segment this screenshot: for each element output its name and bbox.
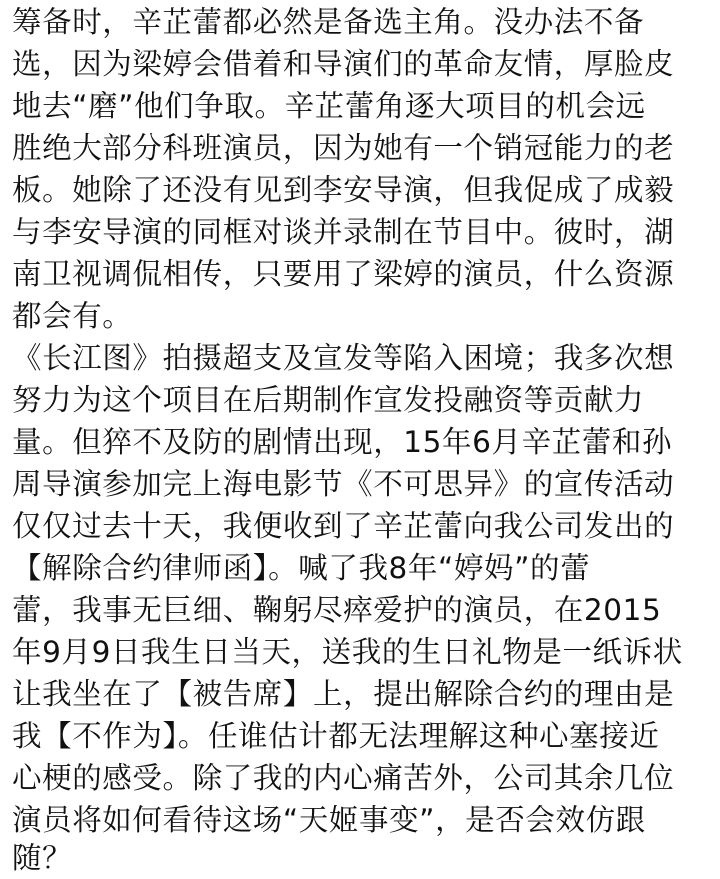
text-line: 年9月9日我生日当天，送我的生日礼物是一纸诉状 (12, 635, 683, 669)
text-line: 仅仅过去十天，我便收到了辛芷蕾向我公司发出的 (12, 509, 675, 543)
text-line: 蕾，我事无巨细、鞠躬尽瘁爱护的演员，在2015 (12, 593, 662, 627)
text-line: 心梗的感受。除了我的内心痛苦外，公司其余几位 (12, 761, 675, 795)
text-line: 演员将如何看待这场“天姬事变”，是否会效仿跟 (12, 803, 646, 837)
text-line: 随？ (12, 841, 73, 875)
text-line: 【解除合约律师函】。喊了我8年“婷妈”的蕾 (12, 551, 591, 585)
text-line: 《长江图》拍摄超支及宣发等陷入困境；我多次想 (12, 341, 675, 375)
text-line: 与李安导演的同框对谈并录制在节目中。彼时，湖 (12, 215, 675, 249)
text-line: 选，因为梁婷会借着和导演们的革命友情，厚脸皮 (12, 47, 675, 81)
text-line: 板。她除了还没有见到李安导演，但我促成了成毅 (12, 173, 675, 207)
text-line: 南卫视调侃相传，只要用了梁婷的演员，什么资源 (12, 257, 675, 291)
text-line: 都会有。 (12, 299, 133, 333)
text-line: 让我坐在了【被告席】上，提出解除合约的理由是 (12, 677, 675, 711)
text-line: 量。但猝不及防的剧情出现，15年6月辛芷蕾和孙 (12, 425, 673, 459)
text-line: 我【不作为】。任谁估计都无法理解这种心塞接近 (12, 719, 660, 753)
text-line: 胜绝大部分科班演员，因为她有一个销冠能力的老 (12, 131, 675, 165)
text-line: 周导演参加完上海电影节《不可思异》的宣传活动 (12, 467, 675, 501)
text-line: 筹备时，辛芷蕾都必然是备选主角。没办法不备 (12, 5, 645, 39)
text-line: 地去“磨”他们争取。辛芷蕾角逐大项目的机会远 (12, 89, 646, 123)
text-line: 努力为这个项目在后期制作宣发投融资等贡献力 (12, 383, 645, 417)
